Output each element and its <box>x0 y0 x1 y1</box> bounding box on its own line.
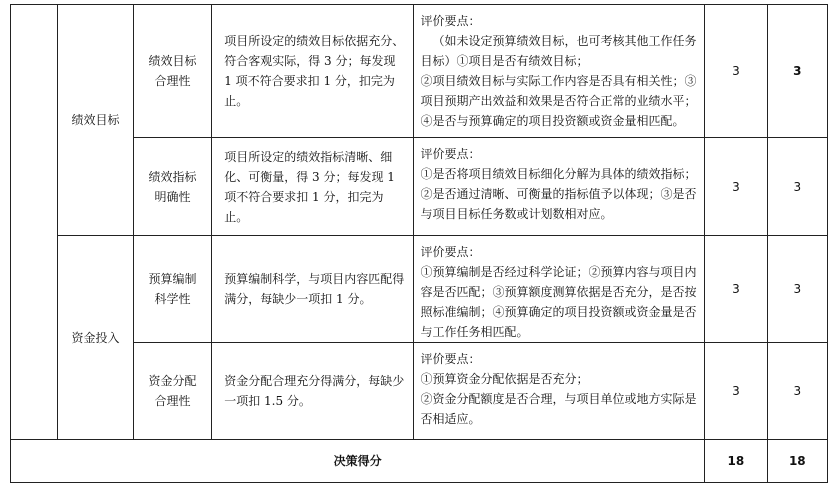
score-cell: 3 <box>767 236 827 343</box>
eval-cell <box>414 343 705 440</box>
indicator-cell <box>133 5 211 138</box>
eval-line: ①预算编制是否经过科学论证；②预算内容与项目内容是否匹配；③预算额度测算依据是否充分，是否按照标准编制；④预算确定的项目投资额或资金量是否与工作任务相匹配。 <box>420 265 697 339</box>
section-fund-input: 资金投入 <box>58 236 133 440</box>
table-row <box>11 343 828 440</box>
indicator-name-line: 明确性 <box>154 189 191 204</box>
table-row <box>11 5 828 138</box>
eval-line: （如未设定预算绩效目标，也可考核其他工作任务目标）①项目是否有绩效目标； <box>420 34 697 68</box>
eval-title: 评价要点： <box>420 147 481 161</box>
score-cell: 3 <box>767 343 827 440</box>
eval-cell <box>414 5 705 138</box>
score-cell: 3 <box>767 138 827 236</box>
eval-line: ①是否将项目绩效目标细化分解为具体的绩效指标；②是否通过清晰、可衡量的指标值予以体现；③是否与项目目标任务数或计划数相对应。 <box>420 167 697 221</box>
score-cell: 3 <box>767 5 827 138</box>
indicator-name-line: 绩效目标 <box>148 54 197 68</box>
outer-category-cell <box>11 5 58 440</box>
table-row <box>11 138 828 236</box>
criteria-cell: 项目所设定的绩效目标依据充分、符合客观实际，得 3 分；每发现 1 项不符合要求扣 1 分，扣完为止。 <box>212 5 414 138</box>
full-score-cell: 3 <box>705 5 767 138</box>
eval-cell <box>414 236 705 343</box>
eval-line: ①预算资金分配依据是否充分； <box>420 372 589 386</box>
total-score: 18 <box>767 440 827 483</box>
criteria-cell: 资金分配合理充分得满分，每缺少一项扣 1.5 分。 <box>212 343 414 440</box>
indicator-name-line: 预算编制 <box>148 272 197 286</box>
indicator-name-line: 绩效指标 <box>148 169 197 184</box>
section-performance-goal: 绩效目标 <box>58 5 133 236</box>
criteria-cell: 预算编制科学，与项目内容匹配得满分，每缺少一项扣 1 分。 <box>212 236 414 343</box>
indicator-name-line: 合理性 <box>154 394 191 408</box>
indicator-name-line: 合理性 <box>154 74 191 88</box>
indicator-name-line: 科学性 <box>154 292 191 306</box>
criteria-cell: 项目所设定的绩效指标清晰、细化、可衡量，得 3 分；每发现 1 项不符合要求扣 1 分，扣完为止。 <box>212 138 414 236</box>
full-score-cell: 3 <box>705 343 767 440</box>
eval-line: ②资金分配额度是否合理，与项目单位或地方实际是否相适应。 <box>420 392 697 426</box>
eval-title: 评价要点： <box>420 245 481 259</box>
total-full-score: 18 <box>705 440 767 483</box>
eval-title: 评价要点： <box>420 352 481 366</box>
total-label: 决策得分 <box>11 440 705 483</box>
table-row <box>11 236 828 343</box>
eval-line: ②项目绩效目标与实际工作内容是否具有相关性；③项目预期产出效益和效果是否符合正常的业绩水平；④是否与预算确定的项目投资额或资金量相匹配。 <box>420 74 697 128</box>
evaluation-table <box>10 4 828 483</box>
indicator-name-line: 资金分配 <box>148 374 197 388</box>
indicator-cell <box>133 138 211 236</box>
table-row <box>11 440 828 483</box>
indicator-cell <box>133 343 211 440</box>
indicator-cell <box>133 236 211 343</box>
full-score-cell: 3 <box>705 236 767 343</box>
full-score-cell: 3 <box>705 138 767 236</box>
eval-cell <box>414 138 705 236</box>
eval-title: 评价要点： <box>420 14 481 28</box>
